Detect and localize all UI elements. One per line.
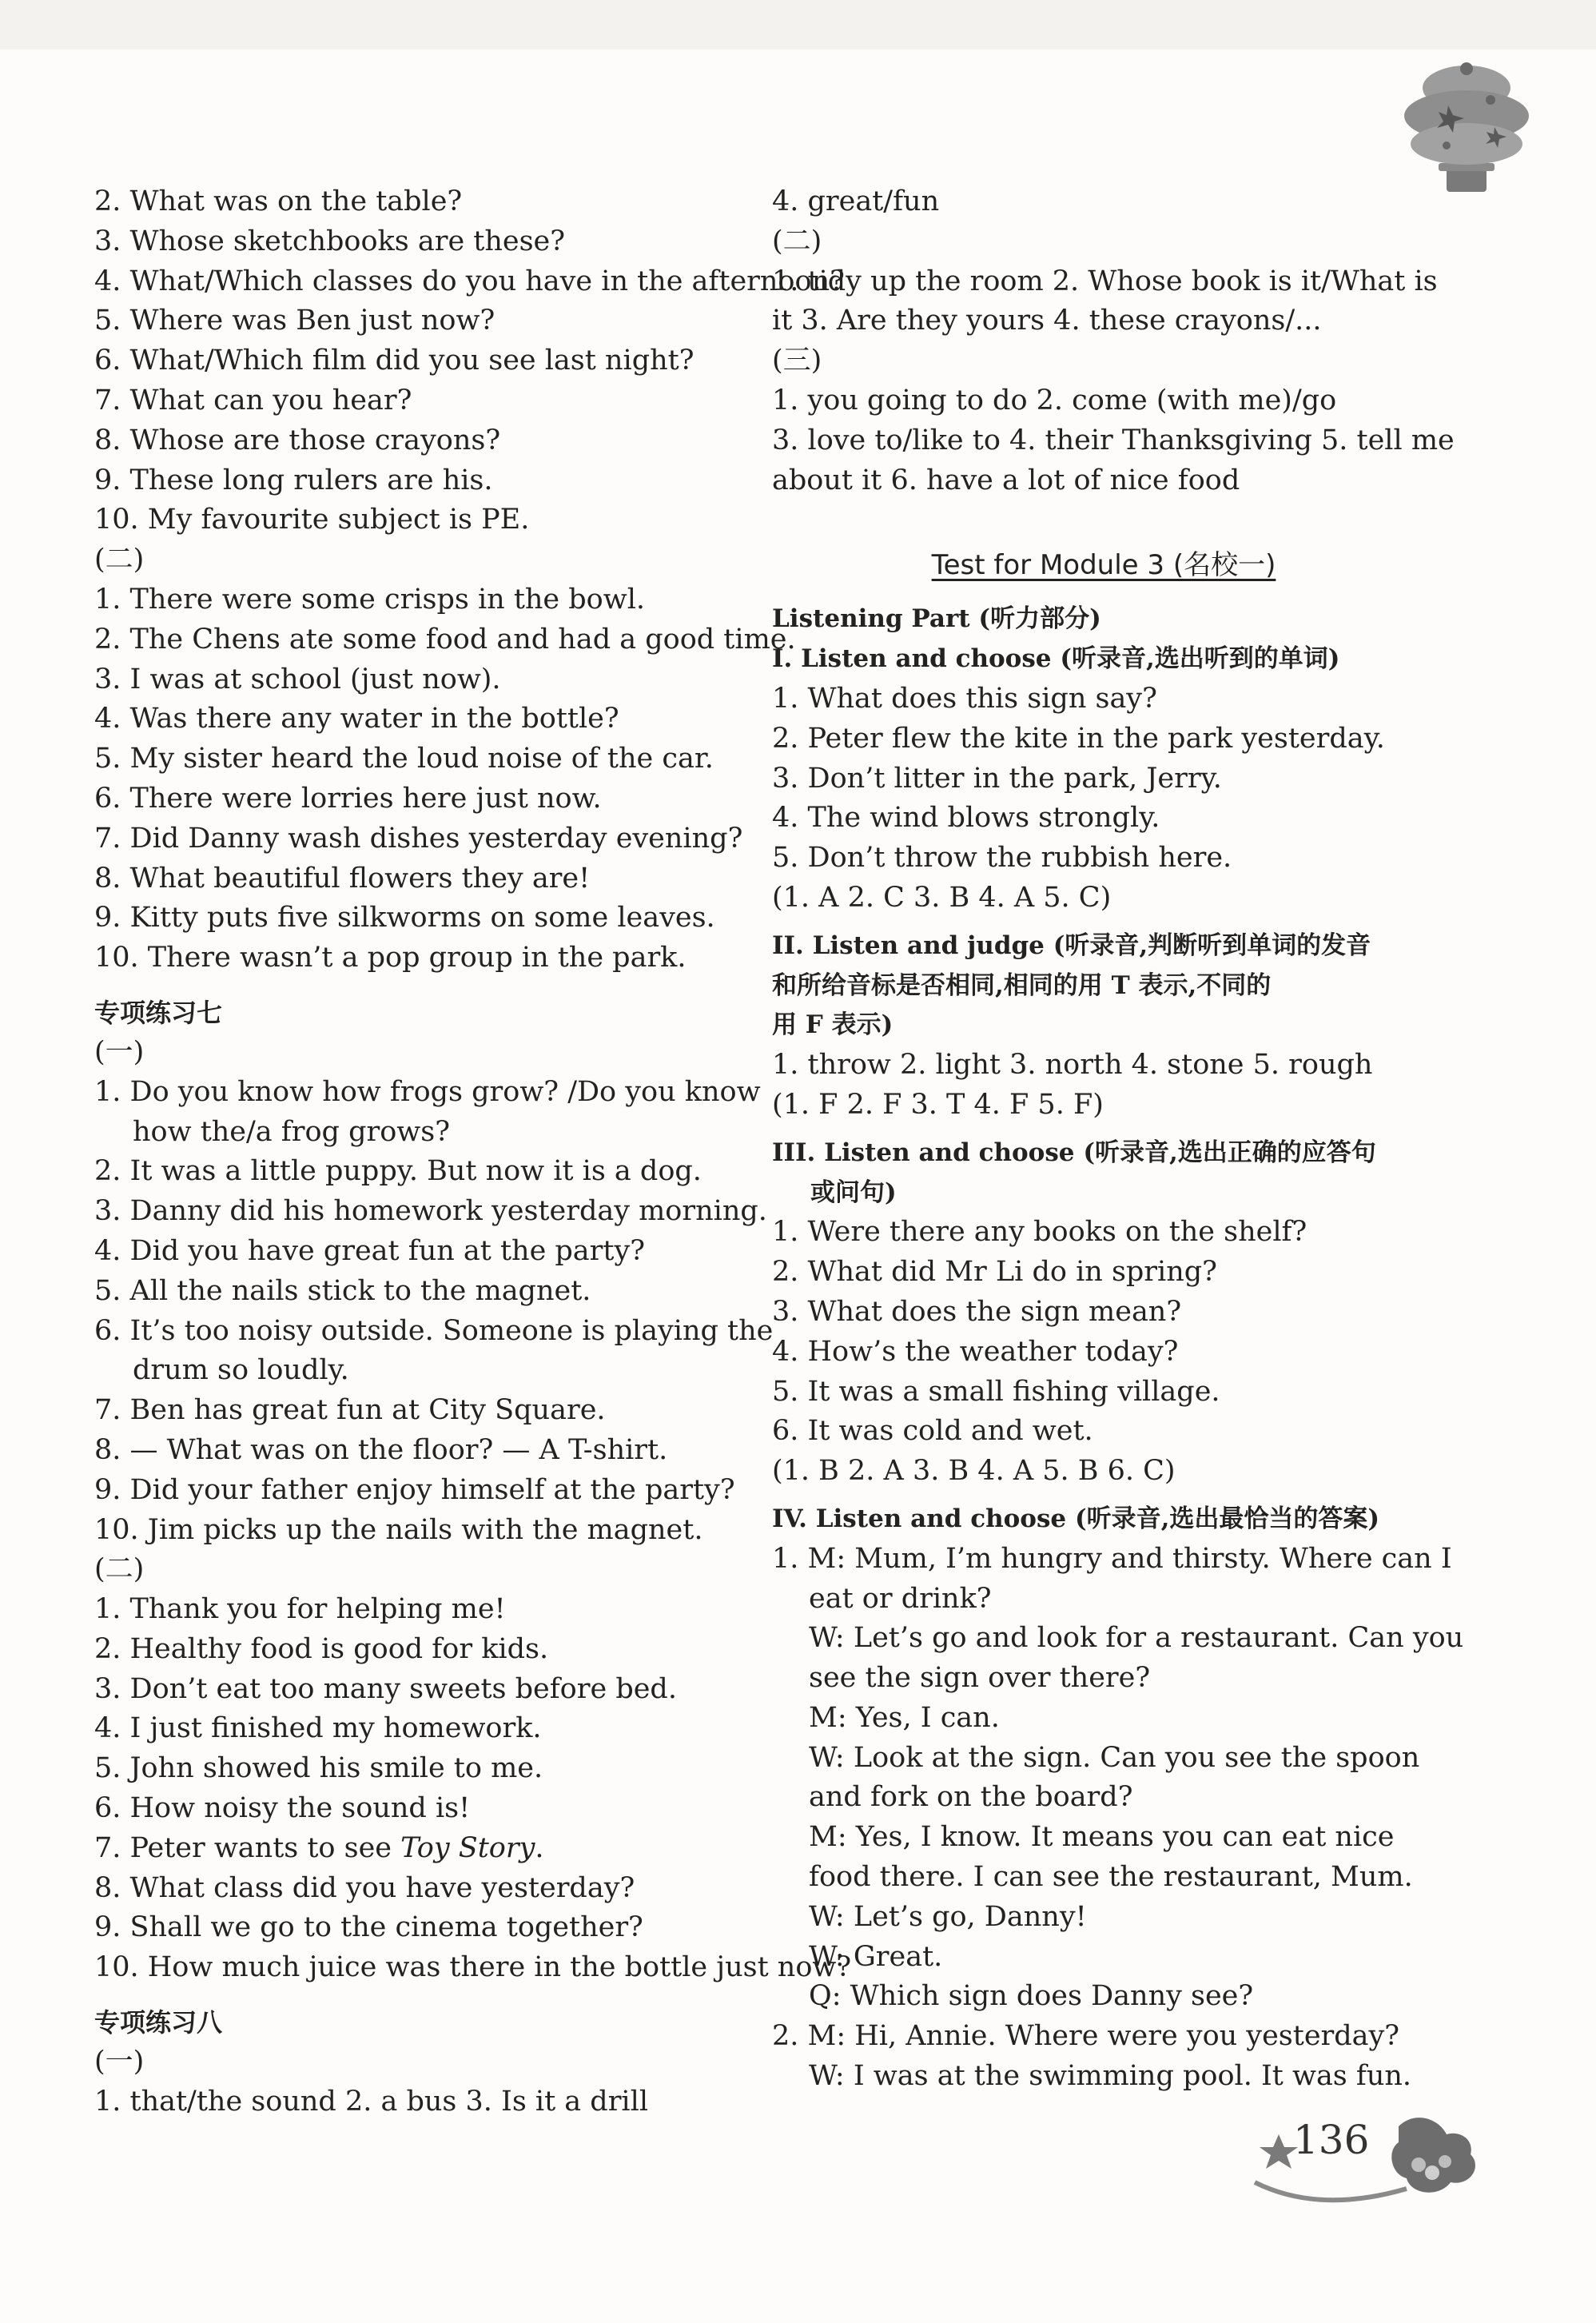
text-line	[94, 859, 758, 899]
line-text: 1. Do you know how frogs grow? /Do you know	[94, 1075, 761, 1108]
line-text: 9. Shall we go to the cinema together?	[94, 1911, 643, 1944]
text-line	[94, 1272, 758, 1312]
line-text: W: I was at the swimming pool. It was fun.	[809, 2060, 1412, 2093]
line-text: 7. What can you hear?	[94, 384, 412, 416]
text-line	[772, 1938, 1435, 1978]
line-text: W: Let’s go, Danny!	[809, 1900, 1087, 1933]
line-text: 4. I just finished my homework.	[94, 1712, 542, 1745]
line-text: 1. you going to do 2. come (with me)/go	[772, 384, 1337, 416]
line-text: (1. A 2. C 3. B 4. A 5. C)	[772, 881, 1112, 914]
section-heading	[772, 1134, 1435, 1173]
section-heading	[772, 1006, 1435, 1046]
line-text: eat or drink?	[809, 1582, 992, 1615]
line-text: 3. Whose sketchbooks are these?	[94, 225, 566, 257]
line-text: Test for Module 3 (名校一)	[931, 549, 1276, 582]
line-text: 1. tidy up the room 2. Whose book is it/What is	[772, 265, 1438, 297]
text-line	[94, 421, 758, 461]
line-text: 专项练习八	[94, 2007, 223, 2038]
line-text: 1. What does this sign say?	[772, 682, 1157, 715]
line-text: drum so loudly.	[133, 1354, 349, 1387]
text-line	[772, 381, 1435, 421]
line-text: 9. Did your father enjoy himself at the party?	[94, 1473, 735, 1506]
line-text: 2. M: Hi, Annie. Where were you yesterday?	[772, 2020, 1400, 2053]
text-line	[772, 1253, 1435, 1293]
text-line	[94, 2082, 758, 2122]
text-line	[772, 1046, 1435, 1086]
text-line	[772, 2017, 1435, 2057]
line-text: Listening Part (听力部分)	[772, 604, 1101, 634]
text-line	[94, 1869, 758, 1909]
text-line	[772, 1580, 1435, 1620]
text-line	[772, 1619, 1464, 1659]
line-text: 7. Ben has great fun at City Square.	[94, 1394, 606, 1427]
text-line	[94, 1590, 758, 1630]
text-line	[94, 938, 758, 978]
text-line	[94, 1670, 758, 1710]
line-text: food there. I can see the restaurant, Mum.	[809, 1861, 1413, 1894]
line-text: 专项练习七	[94, 997, 223, 1028]
text-line	[772, 679, 1435, 719]
line-text: 8. What class did you have yesterday?	[94, 1871, 635, 1904]
line-text: W: Let’s go and look for a restaurant. Can you	[809, 1622, 1464, 1655]
line-text: 8. Whose are those crayons?	[94, 424, 501, 456]
line-text: it 3. Are they yours 4. these crayons/...	[772, 305, 1322, 337]
text-line	[94, 222, 758, 262]
line-text: M: Yes, I can.	[809, 1701, 1000, 1734]
line-text: 5. Don’t throw the rubbish here.	[772, 842, 1232, 875]
line-text: (二)	[94, 1553, 145, 1586]
line-text: see the sign over there?	[809, 1662, 1151, 1695]
text-line	[772, 262, 1438, 302]
line-text: I. Listen and choose (听录音,选出听到的单词)	[772, 644, 1340, 674]
text-line	[94, 1908, 758, 1948]
section-heading	[772, 1500, 1435, 1540]
text-line	[94, 1033, 758, 1073]
line-text: 5. John showed his smile to me.	[94, 1752, 543, 1785]
section-heading	[772, 545, 1435, 585]
text-line	[772, 1858, 1435, 1898]
text-line	[772, 1373, 1435, 1413]
text-line	[772, 1699, 1435, 1739]
line-text: (1. B 2. A 3. B 4. A 5. B 6. C)	[772, 1455, 1176, 1488]
section-heading	[94, 2002, 758, 2042]
text-line	[94, 739, 758, 779]
section-heading	[772, 640, 1435, 679]
text-line	[94, 1829, 758, 1869]
page-number: 136	[1293, 2117, 1370, 2163]
line-text: Q: Which sign does Danny see?	[809, 1980, 1254, 2013]
text-line	[772, 1086, 1435, 1126]
text-line	[772, 1977, 1435, 2017]
text-line	[772, 1818, 1435, 1858]
line-text: 2. Healthy food is good for kids.	[94, 1632, 549, 1665]
text-line	[94, 1351, 758, 1391]
line-text: 2. What was on the table?	[94, 185, 463, 217]
text-line	[94, 819, 758, 859]
text-line	[94, 1630, 758, 1670]
text-line	[94, 660, 758, 700]
line-text: 10. My favourite subject is PE.	[94, 504, 530, 536]
text-line	[772, 301, 1435, 341]
text-line	[94, 2042, 758, 2082]
text-line	[772, 2057, 1435, 2097]
section-heading	[772, 966, 1435, 1006]
section-heading	[772, 1173, 1435, 1213]
line-text: 6. How noisy the sound is!	[94, 1792, 471, 1825]
line-text: 或问句)	[810, 1177, 897, 1207]
text-line	[772, 1213, 1435, 1253]
line-text: 7. Peter wants to see Toy Story.	[94, 1831, 544, 1864]
line-text: 1. that/the sound 2. a bus 3. Is it a drill	[94, 2085, 649, 2118]
line-text: 6. It’s too noisy outside. Someone is playing the	[94, 1314, 774, 1347]
text-line	[94, 262, 845, 302]
line-text: 1. throw 2. light 3. north 4. stone 5. rough	[772, 1049, 1373, 1082]
line-text: (二)	[772, 225, 822, 257]
page-top-edge	[0, 0, 1596, 50]
line-text: III. Listen and choose (听录音,选出正确的应答句	[772, 1138, 1376, 1167]
right-column	[772, 182, 1464, 2097]
line-text: 1. M: Mum, I’m hungry and thirsty. Where can I	[772, 1542, 1452, 1575]
text-line	[772, 1540, 1452, 1580]
text-line	[772, 1778, 1435, 1818]
text-line	[772, 799, 1435, 839]
section-heading	[772, 600, 1435, 640]
text-line	[94, 699, 758, 739]
line-text: 3. Don’t litter in the park, Jerry.	[772, 762, 1222, 795]
line-text: how the/a frog grows?	[133, 1115, 450, 1148]
text-line	[772, 1412, 1435, 1452]
text-line	[94, 1550, 758, 1590]
line-text: 7. Did Danny wash dishes yesterday evening?	[94, 822, 743, 855]
line-text: (一)	[94, 1035, 145, 1068]
text-line	[94, 540, 758, 580]
text-line	[772, 879, 1435, 918]
text-line	[772, 222, 1435, 262]
text-line	[94, 301, 758, 341]
line-text: 4. Did you have great fun at the party?	[94, 1234, 646, 1267]
line-text: 1. There were some crisps in the bowl.	[94, 583, 646, 616]
line-text: II. Listen and judge (听录音,判断听到单词的发音	[772, 930, 1371, 960]
line-text: 8. What beautiful flowers they are!	[94, 862, 591, 895]
text-line	[94, 1471, 758, 1511]
line-text: 5. Where was Ben just now?	[94, 305, 496, 337]
line-text: W: Look at the sign. Can you see the spoon	[809, 1741, 1420, 1774]
text-line	[772, 1293, 1435, 1333]
text-line	[772, 1333, 1435, 1373]
line-text: (三)	[772, 345, 822, 377]
line-text: 8. — What was on the floor? — A T-shirt.	[94, 1433, 668, 1466]
text-line	[94, 1749, 758, 1789]
text-line	[772, 839, 1435, 879]
text-line	[94, 381, 758, 421]
line-text: 4. Was there any water in the bottle?	[94, 703, 619, 735]
text-line	[94, 1789, 758, 1829]
text-line	[772, 1452, 1435, 1492]
text-line	[94, 1709, 758, 1749]
text-line	[94, 1152, 758, 1192]
line-text: 3. love to/like to 4. their Thanksgiving 5. tell me	[772, 424, 1455, 456]
line-text: 5. My sister heard the loud noise of the car.	[94, 743, 714, 775]
text-line	[94, 1073, 761, 1113]
text-line	[94, 779, 758, 819]
text-line	[772, 759, 1435, 799]
line-text: 6. What/Which film did you see last night?	[94, 345, 695, 377]
text-line	[772, 1739, 1435, 1779]
line-text: 4. What/Which classes do you have in the afternoon?	[94, 265, 845, 297]
text-line	[772, 1659, 1435, 1699]
line-text: 3. I was at school (just now).	[94, 663, 501, 695]
text-line	[94, 899, 758, 938]
text-line	[772, 719, 1435, 759]
text-line	[772, 1898, 1435, 1938]
line-text: 2. The Chens ate some food and had a good time.	[94, 623, 796, 655]
section-heading	[772, 926, 1435, 966]
line-text: 6. There were lorries here just now.	[94, 782, 602, 815]
text-line	[94, 1948, 852, 1988]
line-text: M: Yes, I know. It means you can eat nice	[809, 1821, 1395, 1854]
text-line	[772, 421, 1455, 461]
line-text: 10. Jim picks up the nails with the magnet.	[94, 1513, 703, 1546]
line-text: 10. There wasn’t a pop group in the park.	[94, 942, 687, 974]
line-text: 5. It was a small fishing village.	[772, 1375, 1220, 1408]
christmas-tree-icon	[1391, 56, 1542, 200]
text-line	[94, 1511, 758, 1551]
line-text: (二)	[94, 544, 145, 576]
line-text: 4. The wind blows strongly.	[772, 802, 1160, 835]
line-text: 2. What did Mr Li do in spring?	[772, 1256, 1217, 1289]
text-line	[94, 1192, 767, 1232]
line-text: 1. Were there any books on the shelf?	[772, 1216, 1307, 1249]
line-text: 5. All the nails stick to the magnet.	[94, 1274, 591, 1307]
line-text: (1. F 2. F 3. T 4. F 5. F)	[772, 1088, 1104, 1121]
text-line	[94, 580, 758, 620]
text-line	[94, 500, 758, 540]
text-line	[94, 1113, 758, 1153]
text-line	[94, 1431, 758, 1471]
text-line	[94, 1232, 758, 1272]
line-text: 9. These long rulers are his.	[94, 464, 493, 496]
text-line	[94, 1312, 774, 1352]
section-heading	[94, 993, 758, 1033]
line-text: 9. Kitty puts five silkworms on some leaves.	[94, 902, 715, 934]
line-text: 3. What does the sign mean?	[772, 1295, 1182, 1328]
line-text: 2. Peter flew the kite in the park yesterday.	[772, 722, 1385, 755]
line-text: 和所给音标是否相同,相同的用 T 表示,不同的	[772, 970, 1272, 1000]
line-text: about it 6. have a lot of nice food	[772, 464, 1240, 496]
line-text: 1. Thank you for helping me!	[94, 1593, 506, 1626]
line-text: 6. It was cold and wet.	[772, 1415, 1093, 1448]
line-text: 3. Danny did his homework yesterday morning.	[94, 1195, 767, 1228]
line-text: 用 F 表示)	[772, 1010, 894, 1040]
line-text: 10. How much juice was there in the bottle just now?	[94, 1951, 852, 1984]
text-line	[772, 182, 1435, 222]
text-line	[94, 341, 758, 381]
line-text: (一)	[94, 2046, 145, 2078]
line-text: 2. It was a little puppy. But now it is a dog.	[94, 1155, 702, 1188]
line-text: W: Great.	[809, 1940, 943, 1973]
text-line	[94, 182, 758, 222]
text-line	[94, 1391, 758, 1431]
text-line	[94, 461, 758, 501]
line-text: 4. great/fun	[772, 185, 940, 217]
line-text: IV. Listen and choose (听录音,选出最恰当的答案)	[772, 1504, 1380, 1533]
text-line	[772, 461, 1435, 501]
line-text: and fork on the board?	[809, 1781, 1133, 1814]
text-line	[94, 620, 796, 660]
line-text: 4. How’s the weather today?	[772, 1335, 1179, 1368]
text-line	[772, 341, 1435, 381]
line-text: 3. Don’t eat too many sweets before bed.	[94, 1672, 677, 1705]
